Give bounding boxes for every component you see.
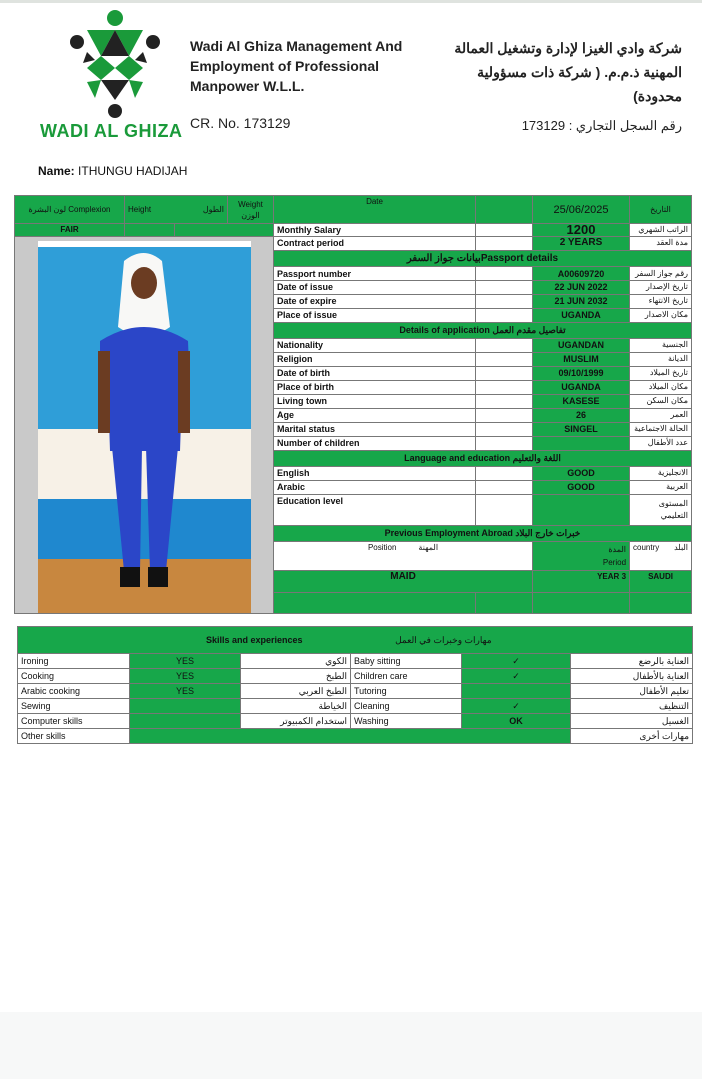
date-of-birth-value: 09/10/1999 xyxy=(533,366,630,380)
date-label: Date xyxy=(274,196,476,224)
skills-table xyxy=(17,626,693,744)
company-logo xyxy=(65,8,165,118)
passport-number-value: A00609720 xyxy=(533,267,630,281)
skill-washing: Washing xyxy=(351,714,462,729)
nationality-value: UGANDAN xyxy=(533,338,630,352)
arabic-label: Arabic xyxy=(274,480,476,494)
contract-value: 2 YEARS xyxy=(533,237,630,251)
employment-country: SAUDI xyxy=(630,570,692,593)
english-ar: الانجليزية xyxy=(630,466,692,480)
date-of-expire-label: Date of expire xyxy=(274,294,476,308)
skill-children-care: Children care xyxy=(351,669,462,684)
age-value: 26 xyxy=(533,408,630,422)
marital-status-label: Marital status xyxy=(274,422,476,436)
skill-cooking-value: YES xyxy=(130,669,241,684)
position-col-label: Position المهنة xyxy=(274,541,533,570)
employment-header: Previous Employment Abroad خبرات خارج البلاد xyxy=(274,525,692,541)
skill-sewing-ar: الخياطة xyxy=(241,699,351,714)
employment-position: MAID xyxy=(274,570,533,593)
skill-computer-ar: استخدام الكمبيوتر xyxy=(241,714,351,729)
nationality-ar: الجنسية xyxy=(630,338,692,352)
education-ar: المستوى التعليمي xyxy=(630,494,692,525)
living-town-ar: مكان السكن xyxy=(630,394,692,408)
skill-ironing: Ironing xyxy=(18,654,130,669)
place-of-birth-ar: مكان الميلاد xyxy=(630,380,692,394)
education-value xyxy=(533,494,630,525)
company-name-ar: شركة وادي الغيزا لإدارة وتشغيل العمالة المهنية ذ.م.م. ( شركة ذات مسؤولية محدودة) xyxy=(454,40,682,104)
skill-tutoring: Tutoring xyxy=(351,684,462,699)
passport-number-ar: رقم جواز السفر xyxy=(630,267,692,281)
english-value: GOOD xyxy=(533,466,630,480)
skill-ironing-ar: الكوي xyxy=(241,654,351,669)
children-ar: عدد الأطفال xyxy=(630,436,692,450)
date-of-issue-ar: تاريخ الإصدار xyxy=(630,281,692,295)
date-of-expire-value: 21 JUN 2032 xyxy=(533,294,630,308)
marital-status-ar: الحالة الاجتماعية xyxy=(630,422,692,436)
english-label: English xyxy=(274,466,476,480)
place-of-issue-value: UGANDA xyxy=(533,308,630,322)
contract-ar: مدة العقد xyxy=(630,237,692,251)
skill-washing-value: OK xyxy=(462,714,571,729)
weight-label: Weight الوزن xyxy=(228,196,274,224)
height-label: Height الطول xyxy=(125,196,228,224)
nationality-label: Nationality xyxy=(274,338,476,352)
date-ar: التاريخ xyxy=(630,196,692,224)
date-of-expire-ar: تاريخ الانتهاء xyxy=(630,294,692,308)
children-value xyxy=(533,436,630,450)
cr-number-ar: رقم السجل التجاري : 173129 xyxy=(521,118,682,133)
skill-arabic-cooking: Arabic cooking xyxy=(18,684,130,699)
skill-cooking: Cooking xyxy=(18,669,130,684)
skill-other-ar: مهارات أخرى xyxy=(571,729,693,744)
salary-ar: الراتب الشهري xyxy=(630,224,692,237)
education-label: Education level xyxy=(274,494,476,525)
candidate-photo xyxy=(38,241,251,613)
religion-value: MUSLIM xyxy=(533,352,630,366)
country-col-label: country البلد xyxy=(630,541,692,570)
arabic-value: GOOD xyxy=(533,480,630,494)
age-label: Age xyxy=(274,408,476,422)
salary-value: 1200 xyxy=(533,224,630,237)
place-of-birth-value: UGANDA xyxy=(533,380,630,394)
date-value: 25/06/2025 xyxy=(533,196,630,224)
marital-status-value: SINGEL xyxy=(533,422,630,436)
company-name-en: Wadi Al Ghiza Management And Employment of Professional Manpower W.L.L. xyxy=(190,38,403,94)
place-of-birth-label: Place of birth xyxy=(274,380,476,394)
date-of-birth-label: Date of birth xyxy=(274,366,476,380)
skill-tutoring-ar: تعليم الأطفال xyxy=(571,684,693,699)
skill-cleaning: Cleaning xyxy=(351,699,462,714)
application-header: Details of application تفاصيل مقدم العمل xyxy=(274,322,692,338)
skill-computer: Computer skills xyxy=(18,714,130,729)
language-header: Language and education اللغة والتعليم xyxy=(274,450,692,466)
skill-cleaning-value: ✓ xyxy=(462,699,571,714)
skill-arabic-cooking-ar: الطبخ العربي xyxy=(241,684,351,699)
place-of-issue-label: Place of issue xyxy=(274,308,476,322)
religion-label: Religion xyxy=(274,352,476,366)
cr-number-en: CR. No. 173129 xyxy=(190,115,291,131)
place-of-issue-ar: مكان الاصدار xyxy=(630,308,692,322)
employment-period: 3 YEAR xyxy=(533,570,630,593)
period-col-label: المدة Period xyxy=(533,541,630,570)
skill-computer-value xyxy=(130,714,241,729)
skill-children-care-ar: العناية بالأطفال xyxy=(571,669,693,684)
top-edge xyxy=(0,0,702,3)
skill-arabic-cooking-value: YES xyxy=(130,684,241,699)
salary-label: Monthly Salary xyxy=(274,224,476,237)
complexion-label: لون البشرة Complexion xyxy=(15,196,125,224)
skill-baby-sitting-value: ✓ xyxy=(462,654,571,669)
candidate-name: Name: ITHUNGU HADIJAH xyxy=(38,164,188,178)
brand-name: WADI AL GHIZA xyxy=(40,121,183,141)
skill-other-value xyxy=(130,729,571,744)
date-of-issue-label: Date of issue xyxy=(274,281,476,295)
date-of-birth-ar: تاريخ الميلاد xyxy=(630,366,692,380)
skill-baby-sitting: Baby sitting xyxy=(351,654,462,669)
religion-ar: الديانة xyxy=(630,352,692,366)
living-town-label: Living town xyxy=(274,394,476,408)
photo-cell xyxy=(15,237,274,614)
skill-tutoring-value xyxy=(462,684,571,699)
cv-table xyxy=(14,195,692,614)
skill-cleaning-ar: التنظيف xyxy=(571,699,693,714)
children-label: Number of children xyxy=(274,436,476,450)
skill-other: Other skills xyxy=(18,729,130,744)
arabic-ar: العربية xyxy=(630,480,692,494)
skill-ironing-value: YES xyxy=(130,654,241,669)
passport-number-label: Passport number xyxy=(274,267,476,281)
passport-header: بيانات جواز السفرPassport details xyxy=(274,250,692,266)
contract-label: Contract period xyxy=(274,237,476,251)
age-ar: العمر xyxy=(630,408,692,422)
skill-cooking-ar: الطبخ xyxy=(241,669,351,684)
skills-header: Skills and experiences مهارات وخبرات في العمل xyxy=(18,627,693,654)
living-town-value: KASESE xyxy=(533,394,630,408)
date-of-issue-value: 22 JUN 2022 xyxy=(533,281,630,295)
skill-sewing: Sewing xyxy=(18,699,130,714)
skill-children-care-value: ✓ xyxy=(462,669,571,684)
skill-sewing-value xyxy=(130,699,241,714)
complexion-value: FAIR xyxy=(15,224,125,237)
skill-washing-ar: الغسيل xyxy=(571,714,693,729)
skill-baby-sitting-ar: العناية بالرضع xyxy=(571,654,693,669)
bottom-band xyxy=(0,1012,702,1079)
